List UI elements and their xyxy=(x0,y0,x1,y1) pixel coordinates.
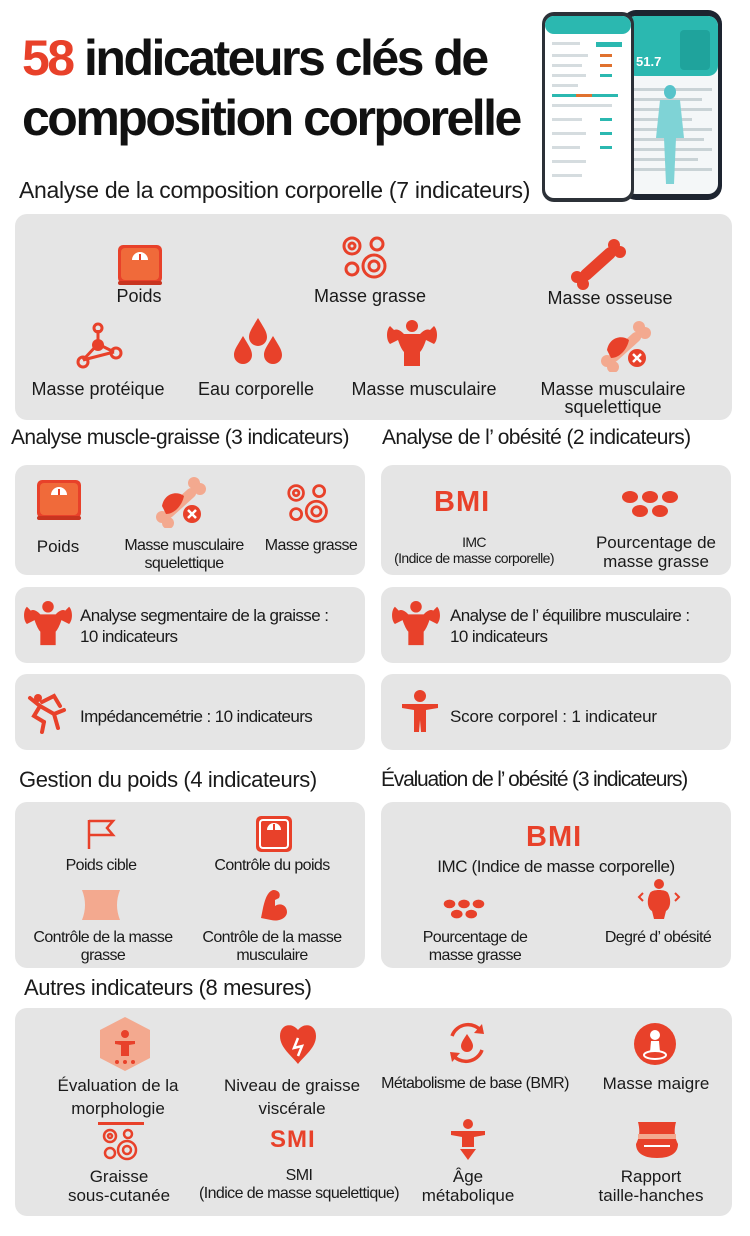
label-obesity-degree: Degré d’ obésité xyxy=(604,929,712,946)
water-drops-icon xyxy=(232,318,284,369)
morphology-icon xyxy=(98,1016,152,1077)
label-masse-maigre: Masse maigre xyxy=(602,1074,710,1093)
muscle-torso-icon xyxy=(22,601,74,652)
label-masse-osseuse: Masse osseuse xyxy=(547,288,673,308)
label-segmental-fat: Analyse segmentaire de la graisse : 10 indicateurs xyxy=(80,606,329,646)
subcutaneous-fat-icon xyxy=(98,1122,144,1167)
label-masse-musculaire-squelettique-2: Masse musculaire squelettique xyxy=(124,537,244,572)
impedance-body-icon xyxy=(24,692,70,739)
label-morphologie: Évaluation de la morphologie xyxy=(57,1076,179,1118)
label-bmr: Métabolisme de base (BMR) xyxy=(381,1075,569,1092)
lean-mass-icon xyxy=(633,1022,677,1071)
section-heading-composition: Analyse de la composition corporelle (7 indicateurs) xyxy=(19,177,531,203)
section-heading-weight-management: Gestion du poids (4 indicateurs) xyxy=(19,767,317,792)
section-heading-other: Autres indicateurs (8 mesures) xyxy=(24,975,312,1000)
label-body-score: Score corporel : 1 indicateur xyxy=(450,707,657,726)
label-rapport-taille-hanches: Rapport taille-hanches xyxy=(598,1167,704,1205)
label-fat-pct-2: Pourcentage de masse grasse xyxy=(422,929,528,964)
smi-logo: SMI xyxy=(270,1126,316,1153)
section-heading-obesity-evaluation: Évaluation de l’ obésité (3 indicateurs) xyxy=(381,768,688,791)
label-poids-cible: Poids cible xyxy=(65,857,137,874)
scale-icon xyxy=(118,245,162,290)
protein-molecule-icon xyxy=(74,322,124,375)
bmr-cycle-icon xyxy=(444,1020,490,1071)
fat-pct-icon xyxy=(621,490,679,523)
label-masse-grasse: Masse grasse xyxy=(313,286,427,306)
person-icon xyxy=(400,690,440,739)
scale-icon xyxy=(37,480,81,525)
waist-hip-ratio-icon xyxy=(634,1120,680,1165)
label-imc-2: IMC (Indice de masse corporelle) xyxy=(437,857,675,876)
label-masse-grasse-2: Masse grasse xyxy=(264,537,358,554)
bone-icon xyxy=(570,238,626,295)
label-masse-musculaire: Masse musculaire xyxy=(351,379,497,399)
fat-pct-icon xyxy=(443,897,485,926)
label-poids-2: Poids xyxy=(36,537,80,556)
bmi-logo: BMI xyxy=(434,486,491,518)
visceral-fat-icon xyxy=(276,1022,320,1071)
metabolic-age-icon xyxy=(450,1119,486,1166)
label-smi: SMI (Indice de masse squelettique) xyxy=(199,1167,399,1202)
scale-icon xyxy=(256,816,292,857)
obesity-degree-icon xyxy=(636,879,682,924)
label-graisse-sous-cutanee: Graisse sous-cutanée xyxy=(67,1167,171,1205)
label-fat-pct: Pourcentage de masse grasse xyxy=(595,533,717,571)
label-masse-musculaire-squelettique: Masse musculaire squelettique xyxy=(540,379,686,417)
fat-cells-icon xyxy=(286,482,332,531)
label-controle-masse-grasse: Contrôle de la masse grasse xyxy=(33,929,173,964)
section-heading-obesity-analysis: Analyse de l’ obésité (2 indicateurs) xyxy=(382,426,691,449)
phone-screenshots xyxy=(540,8,726,204)
bicep-icon xyxy=(259,888,289,929)
page-title: 58 indicateurs clés de composition corporelle xyxy=(22,30,520,146)
label-muscle-balance: Analyse de l’ équilibre musculaire : 10 indicateurs xyxy=(450,606,690,646)
label-controle-masse-musculaire: Contrôle de la masse musculaire xyxy=(202,929,342,964)
muscle-torso-icon xyxy=(386,320,438,373)
label-impedance: Impédancemétrie : 10 indicateurs xyxy=(80,707,313,726)
label-controle-poids: Contrôle du poids xyxy=(214,857,330,874)
label-age-metabolique: Âge métabolique xyxy=(421,1167,515,1205)
target-flag-icon xyxy=(86,818,116,855)
label-imc: IMC (Indice de masse corporelle) xyxy=(394,534,554,566)
fat-cells-icon xyxy=(341,235,391,286)
phone-weight-value: 51.7 xyxy=(636,54,662,69)
label-masse-proteique: Masse protéique xyxy=(31,379,165,399)
waist-icon xyxy=(80,888,122,927)
skeletal-muscle-icon xyxy=(599,320,651,377)
section-heading-muscle-fat: Analyse muscle-graisse (3 indicateurs) xyxy=(11,426,349,449)
label-graisse-viscerale: Niveau de graisse viscérale xyxy=(223,1076,361,1118)
label-poids: Poids xyxy=(116,286,162,306)
skeletal-muscle-icon xyxy=(154,476,206,533)
muscle-torso-icon xyxy=(390,601,442,652)
label-eau-corporelle: Eau corporelle xyxy=(197,379,315,399)
bmi-logo: BMI xyxy=(526,821,583,853)
